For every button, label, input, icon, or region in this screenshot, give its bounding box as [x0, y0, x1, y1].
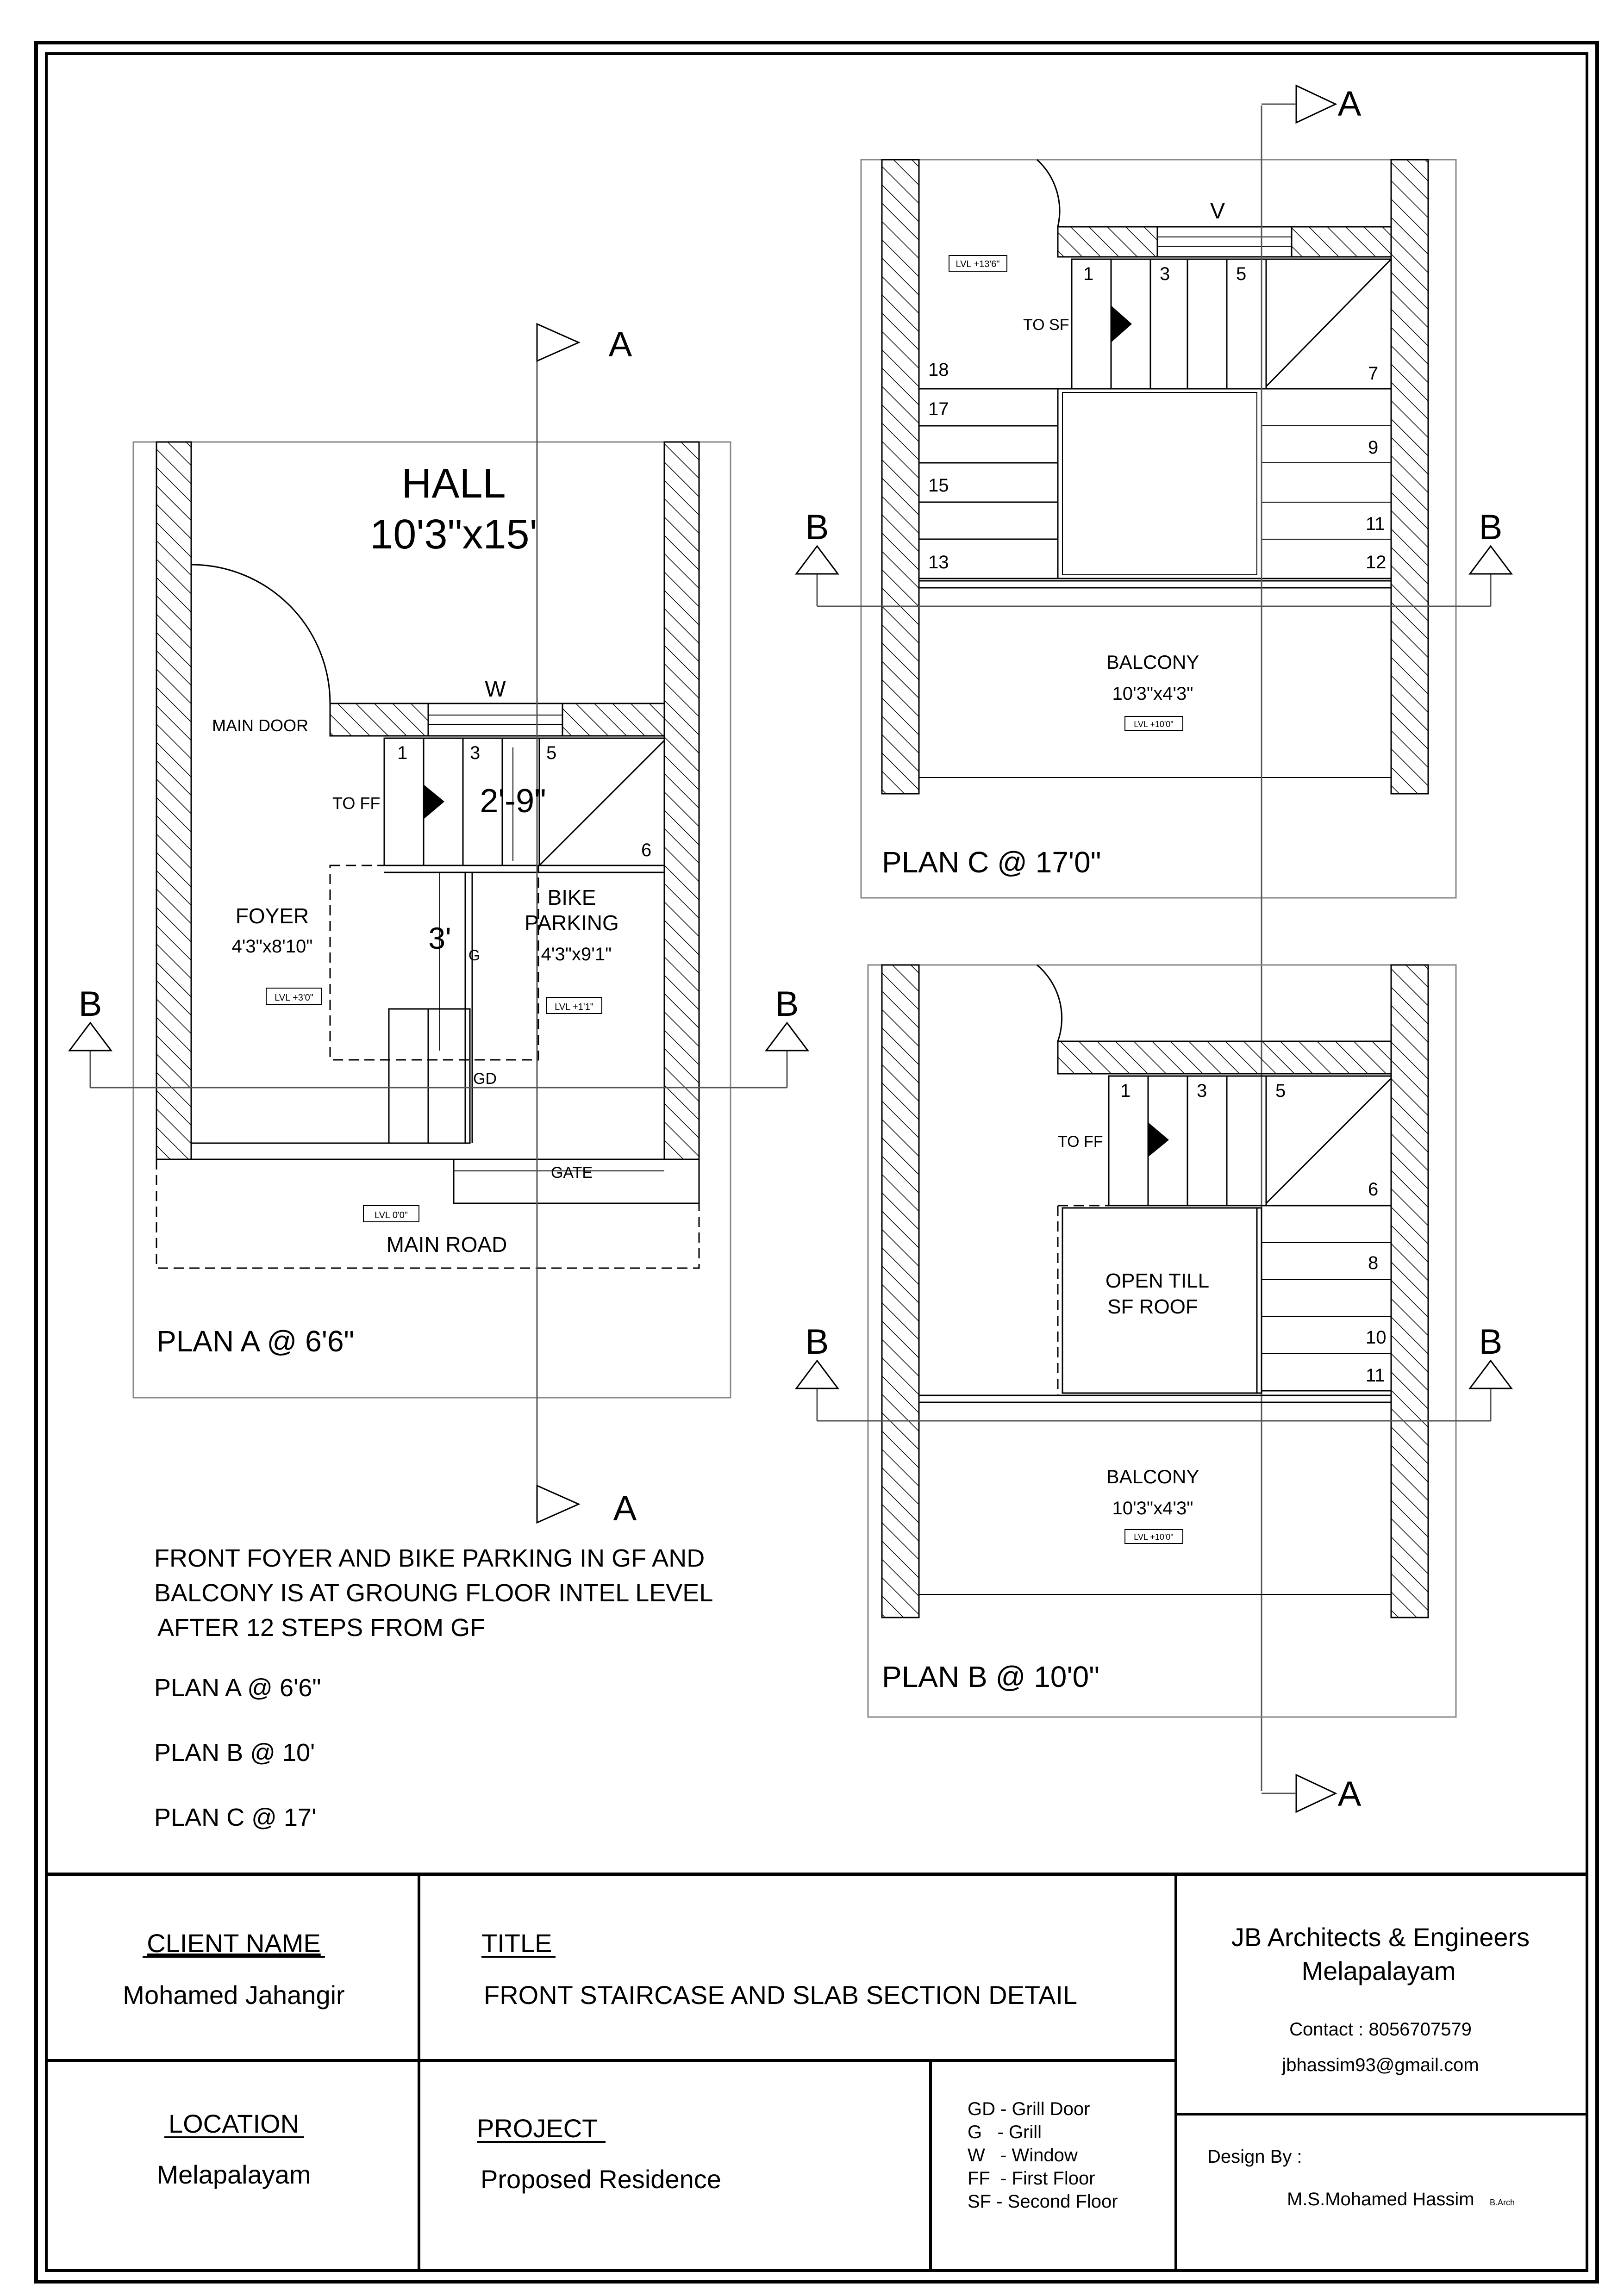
main-door-label: MAIN DOOR — [212, 716, 309, 735]
plan-b-step-3: 3 — [1197, 1081, 1207, 1101]
plan-c-to-sf-label: TO SF — [1023, 316, 1069, 334]
plan-a-section-a-bottom: A — [613, 1489, 637, 1528]
plan-c-section-b-right: B — [1479, 508, 1503, 547]
hall-label: HALL — [401, 460, 506, 507]
legend-ff: FF - First Floor — [968, 2168, 1095, 2189]
plan-b-to-ff-label: TO FF — [1058, 1133, 1103, 1151]
open-till-label: OPEN TILL — [1105, 1269, 1210, 1292]
client-name-value: Mohamed Jahangir — [123, 1980, 345, 2010]
plan-b-section-b-left: B — [805, 1322, 829, 1362]
plan-b-top-wall — [1058, 1041, 1391, 1074]
plan-c-step-5: 5 — [1236, 264, 1247, 284]
firm-place: Melapalayam — [1301, 1956, 1456, 1985]
legend-w: W - Window — [968, 2145, 1078, 2165]
note-plan-a: PLAN A @ 6'6" — [154, 1674, 321, 1702]
plan-c-balcony-level: LVL +10'0" — [1134, 720, 1174, 729]
plan-b-section-a-bottom: A — [1337, 1774, 1362, 1814]
plan-c-title: PLAN C @ 17'0" — [882, 846, 1101, 879]
plan-c-step-12: 12 — [1366, 552, 1387, 572]
plan-c-step-15: 15 — [928, 475, 949, 496]
foyer-level-tag: LVL +3'0" — [275, 993, 313, 1003]
plan-b-step-11: 11 — [1366, 1365, 1385, 1386]
plan-b — [796, 965, 1512, 1814]
project-value: Proposed Residence — [481, 2165, 721, 2194]
plan-c-step-1: 1 — [1083, 264, 1094, 284]
design-by-label: Design By : — [1207, 2147, 1302, 2167]
location-value: Melapalayam — [156, 2160, 311, 2189]
plan-c-step-13: 13 — [928, 552, 949, 572]
plan-a-right-wall — [664, 442, 699, 1159]
plan-c-step-7: 7 — [1368, 363, 1379, 384]
sf-roof-label: SF ROOF — [1107, 1295, 1198, 1318]
parking-label: PARKING — [525, 911, 619, 935]
plan-c-left-wall — [882, 160, 919, 794]
plan-c-level-tag: LVL +13'6" — [956, 259, 1000, 269]
grill-door-label: GD — [473, 1070, 497, 1088]
legend-sf: SF - Second Floor — [968, 2191, 1118, 2212]
plan-b-step-8: 8 — [1368, 1253, 1379, 1273]
foyer-outline — [330, 865, 538, 1060]
note-line-2: BALCONY IS AT GROUNG FLOOR INTEL LEVEL — [154, 1579, 713, 1607]
plan-a-section-b-right: B — [775, 984, 799, 1024]
plan-c-stair-well — [1058, 389, 1262, 579]
plan-c-step-18: 18 — [928, 360, 949, 380]
firm-name: JB Architects & Engineers — [1231, 1923, 1530, 1952]
main-door-swing — [191, 565, 330, 703]
plan-c-balcony-size: 10'3"x4'3" — [1112, 684, 1193, 704]
firm-email: jbhassim93@gmail.com — [1282, 2055, 1479, 2075]
plan-c-step-17: 17 — [928, 399, 949, 419]
grill-label: G — [468, 947, 480, 964]
legend-g: G - Grill — [968, 2122, 1042, 2142]
plan-c-section-a-top: A — [1337, 84, 1362, 124]
road-level-tag: LVL 0'0" — [374, 1210, 408, 1220]
to-ff-arrow — [424, 784, 444, 819]
notes — [154, 1544, 713, 1831]
dim-3ft: 3' — [428, 921, 451, 955]
note-line-1: FRONT FOYER AND BIKE PARKING IN GF AND — [154, 1544, 705, 1572]
plan-b-right-wall — [1391, 965, 1428, 1618]
plan-b-to-ff-arrow — [1148, 1122, 1169, 1157]
step-5: 5 — [546, 743, 557, 763]
plan-b-left-wall — [882, 965, 919, 1618]
to-ff-label: TO FF — [332, 794, 381, 813]
client-name-label: CLIENT NAME — [147, 1929, 321, 1958]
plan-a-left-wall — [156, 442, 191, 1159]
firm-contact: Contact : 8056707579 — [1289, 2019, 1472, 2040]
plan-b-step-10: 10 — [1366, 1327, 1387, 1348]
window-w-label: W — [485, 677, 506, 702]
grill-door — [389, 1009, 470, 1143]
plan-c-window-label: V — [1210, 199, 1225, 224]
main-road-label: MAIN ROAD — [386, 1232, 507, 1257]
location-label: LOCATION — [168, 2109, 300, 2138]
gate-label: GATE — [550, 1164, 593, 1182]
to-sf-arrow — [1111, 305, 1132, 342]
plan-b-section-b-right: B — [1479, 1322, 1503, 1362]
bike-label: BIKE — [547, 885, 596, 909]
plan-b-balcony-size: 10'3"x4'3" — [1112, 1498, 1193, 1518]
plan-c-step-9: 9 — [1368, 437, 1379, 458]
plan-c-step-3: 3 — [1160, 264, 1170, 284]
plan-b-balcony-label: BALCONY — [1106, 1466, 1199, 1487]
step-1: 1 — [397, 743, 408, 763]
designer-degree: B.Arch — [1490, 2198, 1515, 2207]
stair-width-dim: 2'-9" — [480, 783, 546, 820]
title-value: FRONT STAIRCASE AND SLAB SECTION DETAIL — [484, 1980, 1078, 2010]
legend-gd: GD - Grill Door — [968, 2099, 1090, 2119]
designer-name: M.S.Mohamed Hassim — [1287, 2189, 1474, 2209]
note-plan-b: PLAN B @ 10' — [154, 1739, 315, 1767]
foyer-label: FOYER — [235, 904, 309, 928]
bike-size: 4'3"x9'1" — [541, 944, 612, 964]
plan-a — [69, 324, 808, 1528]
plan-b-balcony-level: LVL +10'0" — [1134, 1532, 1174, 1542]
title-block — [46, 1874, 1587, 2271]
foyer-size: 4'3"x8'10" — [231, 936, 313, 957]
plan-a-title: PLAN A @ 6'6" — [156, 1325, 355, 1358]
plan-c-step-11: 11 — [1366, 514, 1385, 534]
plan-a-section-a-top: A — [608, 325, 632, 364]
plan-a-section-b-left: B — [78, 984, 102, 1024]
plan-b-step-6: 6 — [1368, 1179, 1379, 1200]
plan-b-step-5: 5 — [1275, 1081, 1286, 1101]
note-line-3: AFTER 12 STEPS FROM GF — [157, 1614, 486, 1642]
plan-b-title: PLAN B @ 10'0" — [882, 1660, 1099, 1693]
plan-c-balcony-label: BALCONY — [1106, 651, 1199, 673]
project-label: PROJECT — [477, 2114, 598, 2143]
plan-c-section-b-left: B — [805, 508, 829, 547]
step-6: 6 — [641, 840, 652, 860]
note-plan-c: PLAN C @ 17' — [154, 1804, 317, 1831]
title-label: TITLE — [481, 1929, 552, 1958]
plan-b-step-1: 1 — [1120, 1081, 1131, 1101]
hall-size: 10'3"x15' — [370, 511, 537, 558]
plan-c-right-wall — [1391, 160, 1428, 794]
step-3: 3 — [470, 743, 481, 763]
bike-level-tag: LVL +1'1" — [555, 1002, 593, 1012]
